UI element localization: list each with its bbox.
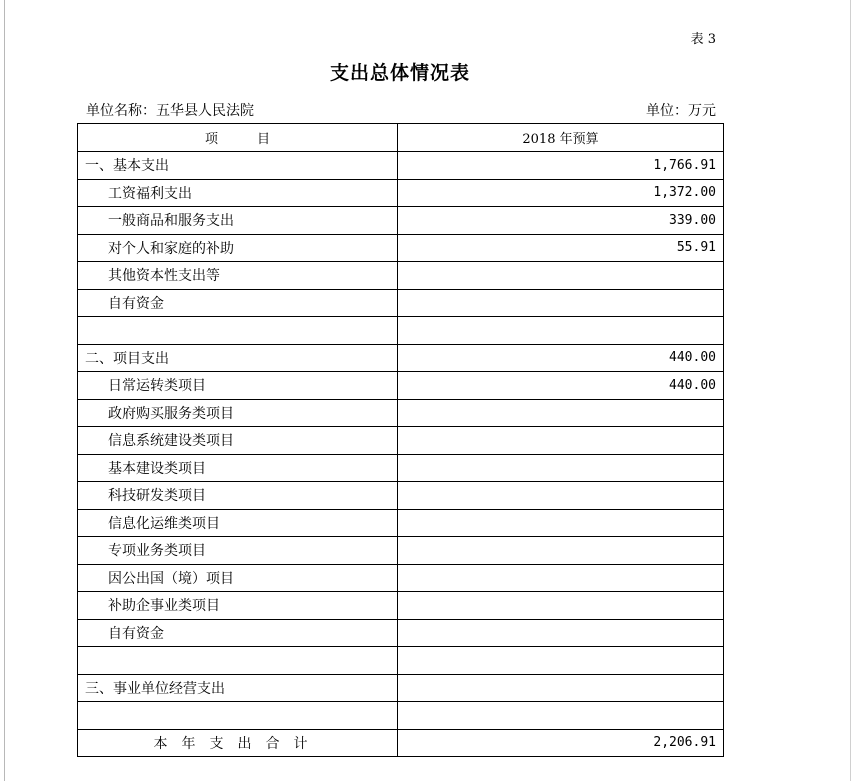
row-label: 基本建设类项目 [78, 454, 398, 482]
table-row [78, 179, 724, 207]
page-left-border [4, 0, 5, 781]
row-amount [398, 674, 724, 702]
row-amount [398, 427, 724, 455]
table-row [78, 482, 724, 510]
row-label: 工资福利支出 [78, 179, 398, 207]
row-amount [398, 317, 724, 345]
row-amount: 440.00 [398, 344, 724, 372]
table-row [78, 647, 724, 675]
row-label: 信息化运维类项目 [78, 509, 398, 537]
row-amount [398, 619, 724, 647]
row-amount [398, 564, 724, 592]
row-label: 一般商品和服务支出 [78, 207, 398, 235]
row-label: 信息系统建设类项目 [78, 427, 398, 455]
row-label [78, 702, 398, 730]
total-row [78, 729, 724, 757]
table-row [78, 289, 724, 317]
row-amount: 339.00 [398, 207, 724, 235]
table-row [78, 537, 724, 565]
row-label: 二、项目支出 [78, 344, 398, 372]
row-amount [398, 537, 724, 565]
table-row [78, 399, 724, 427]
unit-name: 单位名称：五华县人民法院 [86, 103, 254, 119]
row-label: 其他资本性支出等 [78, 262, 398, 290]
table-row [78, 427, 724, 455]
row-label: 专项业务类项目 [78, 537, 398, 565]
table-header-row [78, 124, 724, 152]
table-row [78, 207, 724, 235]
table-row [78, 152, 724, 180]
expenditure-table [77, 123, 724, 757]
row-label: 政府购买服务类项目 [78, 399, 398, 427]
row-label: 科技研发类项目 [78, 482, 398, 510]
table-row [78, 509, 724, 537]
table-row [78, 372, 724, 400]
table-row [78, 317, 724, 345]
row-label: 日常运转类项目 [78, 372, 398, 400]
row-label: 因公出国（境）项目 [78, 564, 398, 592]
total-amount: 2,206.91 [398, 729, 724, 757]
row-amount: 1,766.91 [398, 152, 724, 180]
row-amount [398, 289, 724, 317]
row-label: 补助企事业类项目 [78, 592, 398, 620]
page-right-border [850, 0, 851, 781]
table-row [78, 262, 724, 290]
table-row [78, 674, 724, 702]
row-amount: 1,372.00 [398, 179, 724, 207]
row-label: 一、基本支出 [78, 152, 398, 180]
row-label [78, 317, 398, 345]
row-amount: 440.00 [398, 372, 724, 400]
table-number: 表 3 [690, 32, 716, 47]
table-row [78, 592, 724, 620]
row-amount [398, 592, 724, 620]
currency-unit: 单位：万元 [646, 103, 716, 119]
row-amount [398, 482, 724, 510]
row-label: 三、事业单位经营支出 [78, 674, 398, 702]
row-amount: 55.91 [398, 234, 724, 262]
total-label: 本年支出合计 [78, 729, 398, 757]
row-amount [398, 702, 724, 730]
table-row [78, 702, 724, 730]
page-title: 支出总体情况表 [329, 62, 470, 84]
table-row [78, 564, 724, 592]
row-label: 自有资金 [78, 289, 398, 317]
row-label [78, 647, 398, 675]
row-label: 自有资金 [78, 619, 398, 647]
row-amount [398, 454, 724, 482]
header-item: 项 目 [78, 124, 398, 152]
table-row [78, 344, 724, 372]
table-row [78, 454, 724, 482]
header-budget: 2018 年预算 [398, 124, 724, 152]
table-row [78, 619, 724, 647]
row-amount [398, 262, 724, 290]
row-amount [398, 647, 724, 675]
table-row [78, 234, 724, 262]
row-amount [398, 509, 724, 537]
row-label: 对个人和家庭的补助 [78, 234, 398, 262]
row-amount [398, 399, 724, 427]
